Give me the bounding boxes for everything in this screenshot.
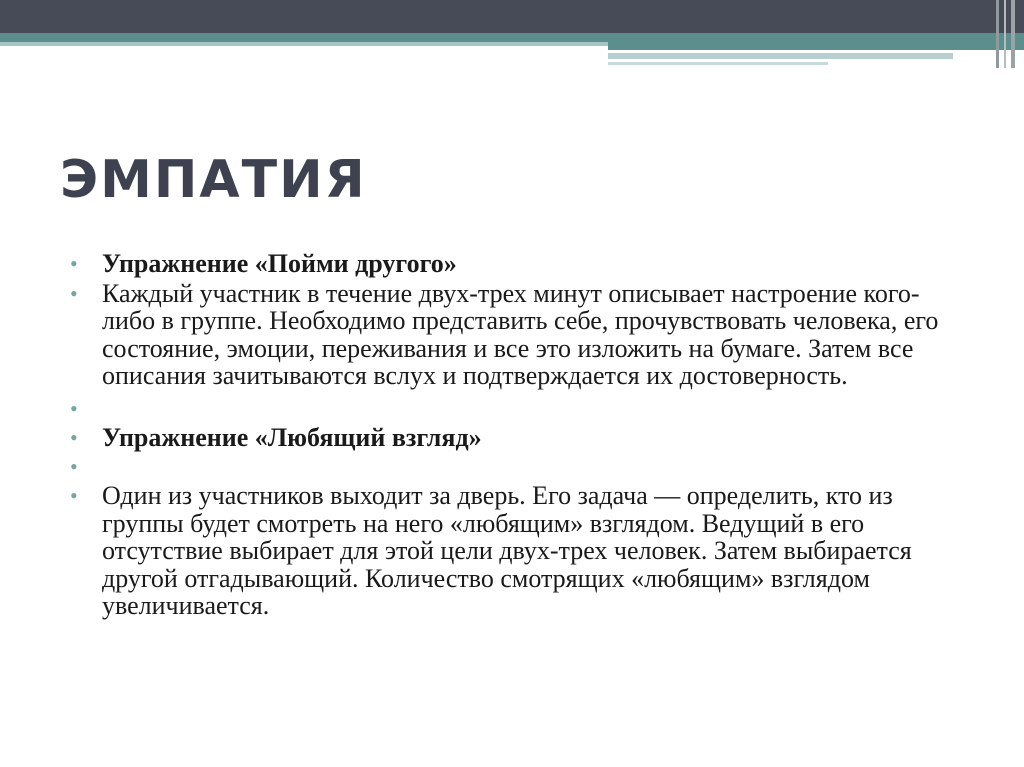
list-item <box>70 250 970 278</box>
header-bar-light-right-thin <box>608 62 828 65</box>
bullet-icon: • <box>70 395 78 421</box>
header-vertical-stripe <box>1004 0 1006 68</box>
header-vertical-stripe <box>1011 0 1015 68</box>
header-bar-dark <box>0 0 1024 33</box>
list-item <box>70 424 970 452</box>
bullet-icon: • <box>70 454 78 479</box>
header-bar-light-right <box>608 53 953 59</box>
list-item-text: Один из участников выходит за дверь. Его задача — определить, кто из группы будет смотреть на него «любящим» взглядом. Ведущий в его отсутствие выбирает для этой цели двух-трех человек. Затем выбирается другой отгадывающий. Количество смотрящих «любящим» взглядом увеличивается. <box>102 481 912 620</box>
list-item <box>70 395 970 422</box>
list-item-text: Каждый участник в течение двух-трех минут описывает настроение кого-либо в группе. Необходимо представить себе, прочувствовать человека, его состояние, эмоции, переживания и все это изложить на бумаге. Затем все описания зачитываются вслух и подтверждается их достоверность. <box>102 278 939 390</box>
header-vertical-stripe <box>996 0 999 68</box>
slide-title: ЭМПАТИЯ <box>60 150 367 210</box>
bullet-icon: • <box>70 483 78 508</box>
bullet-icon: • <box>70 251 78 276</box>
header-bar-light <box>0 42 608 46</box>
bullet-icon: • <box>70 280 78 306</box>
list-item-text: Упражнение «Пойми другого» <box>102 249 457 278</box>
list-item <box>70 453 970 480</box>
header-bar-teal-right <box>608 33 1024 50</box>
list-item <box>70 482 970 620</box>
bullet-list <box>70 250 970 622</box>
bullet-icon: • <box>70 424 78 450</box>
list-item <box>70 280 970 390</box>
list-item-text: Упражнение «Любящий взгляд» <box>102 422 482 452</box>
